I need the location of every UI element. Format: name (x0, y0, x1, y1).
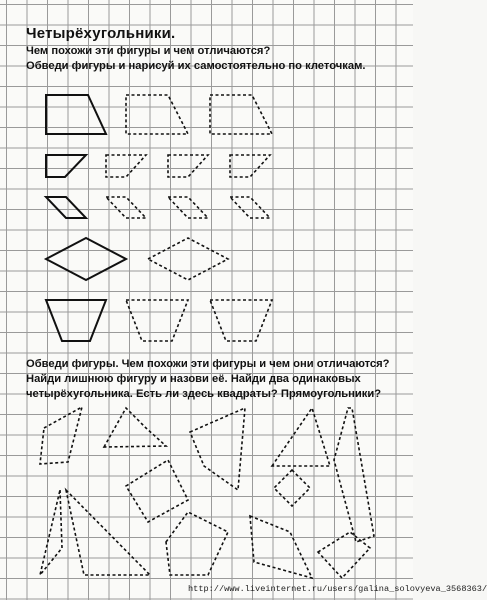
shape-small-trapezoid-dashed (106, 155, 146, 177)
watermark-url: http://www.liveinternet.ru/users/galina_solovyeva_3568363/ (188, 584, 487, 594)
task1-question-line1: Чем похожи эти фигуры и чем отличаются? (26, 45, 271, 57)
shape-parallelogram-dashed (230, 197, 270, 218)
shape-quad-7 (40, 490, 62, 575)
shape-parallelogram-dashed (106, 197, 146, 218)
task2-question-line3: четырёхугольника. Есть ли здесь квадраты? Прямоугольники? (26, 388, 382, 400)
shape-small-trapezoid-dashed (230, 155, 270, 177)
shape-rhombus-solid (46, 238, 126, 280)
shape-quad-3 (190, 408, 245, 490)
shape-quad-9 (166, 512, 228, 575)
shape-small-trapezoid-dashed (168, 155, 208, 177)
shape-inverted-trapezoid-solid (46, 300, 106, 341)
shape-quad-2 (104, 408, 166, 447)
shape-quad-1 (40, 407, 82, 464)
shape-inverted-trapezoid-dashed (210, 300, 272, 341)
shape-inverted-trapezoid-dashed (126, 300, 188, 341)
shape-rhombus-dashed (148, 238, 228, 280)
task2-question-line1: Обведи фигуры. Чем похожи эти фигуры и чем они отличаются? (26, 358, 390, 370)
shape-quad-10 (250, 516, 312, 578)
task1-question-line2: Обведи фигуры и нарисуй их самостоятельно по клеточкам. (26, 60, 366, 72)
shape-trapezoid-solid (46, 95, 106, 134)
shape-square-rotated (274, 470, 310, 506)
shape-small-trapezoid-solid (46, 155, 86, 177)
shape-quad-6 (126, 460, 188, 522)
worksheet-title: Четырёхугольники. (26, 25, 176, 42)
shape-parallelogram-dashed (168, 197, 208, 218)
shape-trapezoid-dashed (126, 95, 188, 134)
task2-question-line2: Найди лишнюю фигуру и назови её. Найди два одинаковых (26, 373, 361, 385)
shape-parallelogram-solid (46, 197, 86, 218)
shape-quad-4 (272, 408, 330, 466)
shape-quad-11 (318, 532, 370, 578)
shape-quad-5 (334, 408, 374, 542)
shape-quad-8 (66, 490, 150, 575)
shape-trapezoid-dashed (210, 95, 272, 134)
